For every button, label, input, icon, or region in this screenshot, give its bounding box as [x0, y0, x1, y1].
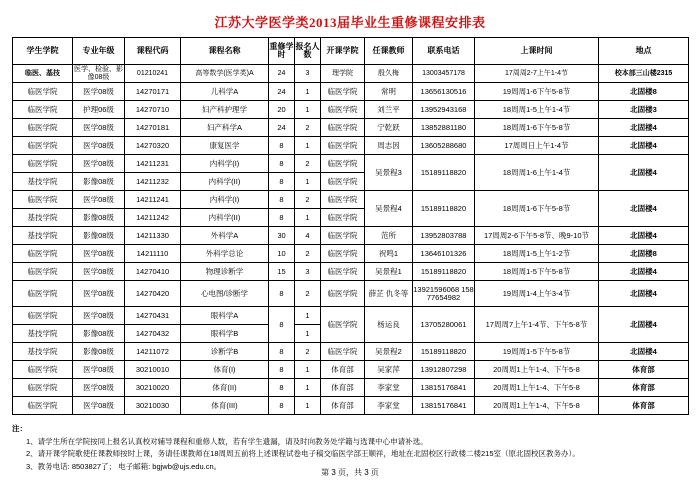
cell-venue: 体育部 — [599, 379, 689, 397]
cell-time: 18周周1-5上午1-2节 — [475, 245, 599, 263]
cell-course: 体育(I) — [181, 361, 269, 379]
cell-hours: 8 — [269, 137, 295, 155]
cell-phone: 13656130516 — [413, 83, 475, 101]
cell-course: 儿科学A — [181, 83, 269, 101]
cell-college: 临医学院 — [13, 281, 73, 307]
cell-teacher: 李家堂 — [365, 379, 413, 397]
cell-college: 临医学院 — [13, 307, 73, 325]
cell-phone: 15189118820 — [413, 263, 475, 281]
cell-count: 2 — [295, 119, 321, 137]
cell-teacher: 吴景程2 — [365, 343, 413, 361]
cell-college: 临医学院 — [13, 119, 73, 137]
cell-code: 14270420 — [125, 281, 181, 307]
cell-college: 临医学院 — [13, 191, 73, 209]
cell-major: 医学08级 — [73, 281, 125, 307]
cell-time: 18周周1-6下午5-8节 — [475, 119, 599, 137]
cell-course: 体育(III) — [181, 397, 269, 415]
cell-count: 2 — [295, 245, 321, 263]
cell-code: 14211231 — [125, 155, 181, 173]
cell-college: 临医、基技 — [13, 65, 73, 83]
cell-venue: 北固楼4 — [599, 137, 689, 155]
cell-phone: 13705280061 — [413, 307, 475, 343]
table-row — [13, 379, 689, 397]
cell-major: 护理06级 — [73, 101, 125, 119]
cell-course: 心电图/诊断学 — [181, 281, 269, 307]
cell-teacher: 常明 — [365, 83, 413, 101]
cell-course: 妇产科学A — [181, 119, 269, 137]
cell-time: 20周周1上午1-4、下午5-8 — [475, 397, 599, 415]
cell-offering-college: 临医学院 — [321, 307, 365, 343]
cell-major: 医学08级 — [73, 245, 125, 263]
cell-count: 4 — [295, 227, 321, 245]
table-row — [13, 155, 689, 173]
notes-title: 注： — [12, 424, 27, 433]
cell-count: 3 — [295, 65, 321, 83]
cell-venue: 北固楼4 — [599, 227, 689, 245]
column-header-offering-college: 开课学院 — [321, 38, 365, 65]
cell-code: 14270432 — [125, 325, 181, 343]
table-row — [13, 83, 689, 101]
cell-count: 1 — [295, 307, 321, 325]
cell-code: 14270320 — [125, 137, 181, 155]
column-header-hours: 重修学时 — [269, 38, 295, 65]
cell-time: 17周周2-7上午1-4节 — [475, 65, 599, 83]
cell-time: 20周周1上午1-4、下午5-8 — [475, 361, 599, 379]
cell-teacher: 祝鸣1 — [365, 245, 413, 263]
cell-venue: 体育部 — [599, 397, 689, 415]
cell-count: 1 — [295, 209, 321, 227]
cell-teacher: 李家堂 — [365, 397, 413, 415]
cell-course: 妇产科护理学 — [181, 101, 269, 119]
cell-code: 14211241 — [125, 191, 181, 209]
cell-course: 康复医学 — [181, 137, 269, 155]
cell-course: 眼科学A — [181, 307, 269, 325]
cell-teacher: 周志因 — [365, 137, 413, 155]
cell-major: 医学08级 — [73, 83, 125, 101]
cell-teacher: 吴景程4 — [365, 191, 413, 227]
cell-offering-college: 临医学院 — [321, 245, 365, 263]
table-row — [13, 307, 689, 325]
cell-phone: 13003457178 — [413, 65, 475, 83]
cell-college: 临医学院 — [13, 155, 73, 173]
cell-phone: 13646101326 — [413, 245, 475, 263]
cell-venue: 北固楼4 — [599, 343, 689, 361]
cell-venue: 校本部三山楼2315 — [599, 65, 689, 83]
cell-college: 临医学院 — [13, 83, 73, 101]
cell-hours: 30 — [269, 227, 295, 245]
cell-phone: 13815176841 — [413, 379, 475, 397]
table-row — [13, 119, 689, 137]
cell-course: 眼科学B — [181, 325, 269, 343]
cell-count: 2 — [295, 281, 321, 307]
cell-time: 17周周2-6下午5-8节、晚9-10节 — [475, 227, 599, 245]
cell-code: 14270710 — [125, 101, 181, 119]
cell-major: 医学08级 — [73, 155, 125, 173]
cell-hours: 15 — [269, 263, 295, 281]
note-item: 3、教务电话: 8503827了； 电子邮箱: bgjwb@ujs.edu.cn。 — [26, 461, 222, 471]
cell-offering-college: 理学院 — [321, 65, 365, 83]
cell-phone: 13921596068 15877654982 — [413, 281, 475, 307]
table-header — [13, 38, 689, 65]
cell-time: 19周周1-5下午5-8节 — [475, 343, 599, 361]
cell-course: 内科学(I) — [181, 191, 269, 209]
cell-time: 18周周1-5下午5-8节 — [475, 263, 599, 281]
cell-teacher: 吴家萍 — [365, 361, 413, 379]
cell-venue: 北固楼4 — [599, 155, 689, 191]
cell-count: 1 — [295, 137, 321, 155]
cell-count: 1 — [295, 173, 321, 191]
cell-code: 14211330 — [125, 227, 181, 245]
cell-major: 医学08级 — [73, 379, 125, 397]
cell-code: 30210020 — [125, 379, 181, 397]
cell-count: 1 — [295, 325, 321, 343]
cell-offering-college: 临医学院 — [321, 227, 365, 245]
cell-teacher: 杨运良 — [365, 307, 413, 343]
cell-time: 18周周1-6上午1-4节 — [475, 155, 599, 191]
cell-hours: 8 — [269, 343, 295, 361]
cell-time: 17周周7上午1-4节、下午5-8节 — [475, 307, 599, 343]
cell-course: 内科学(II) — [181, 173, 269, 191]
cell-teacher: 刘兰平 — [365, 101, 413, 119]
cell-phone: 15189118820 — [413, 155, 475, 191]
cell-hours: 8 — [269, 281, 295, 307]
cell-code: 14270410 — [125, 263, 181, 281]
cell-code: 14270181 — [125, 119, 181, 137]
cell-college: 基技学院 — [13, 209, 73, 227]
cell-count: 2 — [295, 191, 321, 209]
notes-section — [12, 423, 688, 473]
cell-course: 内科学(I) — [181, 155, 269, 173]
cell-time: 19周周1-6下午5-8节 — [475, 83, 599, 101]
cell-major: 影像08级 — [73, 227, 125, 245]
cell-offering-college: 临医学院 — [321, 191, 365, 209]
cell-venue: 北固楼4 — [599, 263, 689, 281]
cell-count: 1 — [295, 101, 321, 119]
cell-offering-college: 临医学院 — [321, 281, 365, 307]
cell-offering-college: 临医学院 — [321, 173, 365, 191]
cell-course: 外科学A — [181, 227, 269, 245]
cell-major: 影像08级 — [73, 173, 125, 191]
cell-major: 医学、检验、影像08级 — [74, 66, 123, 81]
cell-venue: 北固楼4 — [599, 307, 689, 343]
cell-code: 14270431 — [125, 307, 181, 325]
column-header-college: 学生学院 — [13, 38, 73, 65]
cell-college: 基技学院 — [13, 325, 73, 343]
cell-teacher: 范所 — [365, 227, 413, 245]
cell-code: 14211242 — [125, 209, 181, 227]
cell-time: 17周周日上午1-4节 — [475, 137, 599, 155]
table-row — [13, 191, 689, 209]
cell-code: 14270171 — [125, 83, 181, 101]
cell-hours: 8 — [269, 209, 295, 227]
table-row — [13, 245, 689, 263]
cell-college: 临医学院 — [13, 263, 73, 281]
cell-phone: 13852881180 — [413, 119, 475, 137]
cell-venue: 北固楼4 — [599, 119, 689, 137]
cell-college: 基技学院 — [13, 227, 73, 245]
table-row — [13, 281, 689, 307]
table-row — [13, 137, 689, 155]
cell-hours: 8 — [269, 307, 295, 343]
column-header-venue: 地点 — [599, 38, 689, 65]
cell-major: 医学08级 — [73, 119, 125, 137]
cell-hours: 8 — [269, 191, 295, 209]
cell-count: 3 — [295, 263, 321, 281]
cell-major: 医学08级 — [73, 263, 125, 281]
cell-course: 内科学(II) — [181, 209, 269, 227]
note-item: 2、请开课学院歌使任课教师按时上课，务请任课教师在18周周五前将上述课程试卷电子稿交临医学部王顺祥，地址在北固校区行政楼二楼215室（原北固校区教务办）。 — [26, 449, 580, 459]
column-header-teacher: 任课教师 — [365, 38, 413, 65]
cell-count: 1 — [295, 361, 321, 379]
column-header-time: 上课时间 — [475, 38, 599, 65]
cell-major: 影像08级 — [73, 209, 125, 227]
page-footer: 第 3 页，共 3 页 — [321, 468, 379, 477]
cell-code: 30210030 — [125, 397, 181, 415]
cell-offering-college: 临医学院 — [321, 137, 365, 155]
table-row — [13, 227, 689, 245]
cell-teacher: 吴景程1 — [365, 263, 413, 281]
cell-course: 外科学总论 — [181, 245, 269, 263]
cell-hours: 24 — [269, 119, 295, 137]
cell-time: 20周周1上午1-4、下午5-8 — [475, 379, 599, 397]
column-header-code: 课程代码 — [125, 38, 181, 65]
cell-venue: 体育部 — [599, 361, 689, 379]
column-header-phone: 联系电话 — [413, 38, 475, 65]
cell-course: 物理诊断学 — [181, 263, 269, 281]
cell-major: 医学08级 — [73, 307, 125, 325]
cell-college: 基技学院 — [13, 173, 73, 191]
cell-phone: 13952803788 — [413, 227, 475, 245]
cell-course: 高等数学(医学类)A — [181, 65, 269, 83]
cell-hours: 24 — [269, 65, 295, 83]
cell-code: 14211072 — [125, 343, 181, 361]
table-row — [13, 361, 689, 379]
cell-teacher: 薛芷 仇冬等 — [365, 281, 413, 307]
cell-code: 30210010 — [125, 361, 181, 379]
cell-time: 18周周1-6下午5-8节 — [475, 191, 599, 227]
schedule-table — [12, 37, 689, 415]
cell-major: 影像08级 — [73, 343, 125, 361]
table-header-row — [13, 38, 689, 65]
cell-venue: 北固楼4 — [599, 191, 689, 227]
cell-course: 诊断学B — [181, 343, 269, 361]
note-item: 1、请学生所在学院按同上报名认真校对辅导课程和重修人数，若有学生遗漏，请及时向教务处学籍与选课中心申请补选。 — [26, 436, 428, 446]
cell-offering-college: 临医学院 — [321, 101, 365, 119]
cell-count: 1 — [295, 83, 321, 101]
cell-phone: 15189118820 — [413, 191, 475, 227]
cell-venue: 北固楼4 — [599, 281, 689, 307]
cell-venue: 北固楼8 — [599, 245, 689, 263]
cell-college: 基技学院 — [13, 343, 73, 361]
column-header-course: 课程名称 — [181, 38, 269, 65]
cell-code: 01210241 — [125, 65, 181, 83]
cell-phone: 13912807298 — [413, 361, 475, 379]
table-row — [13, 263, 689, 281]
cell-teacher: 殷久梅 — [365, 65, 413, 83]
cell-venue: 北固楼8 — [599, 83, 689, 101]
cell-time: 19周周1-4上午3-4节 — [475, 281, 599, 307]
cell-offering-college: 临医学院 — [321, 83, 365, 101]
cell-offering-college: 临医学院 — [321, 209, 365, 227]
cell-count: 2 — [295, 343, 321, 361]
cell-major: 影像08级 — [73, 325, 125, 343]
cell-major: 医学08级 — [73, 397, 125, 415]
cell-major: 医学08级 — [73, 137, 125, 155]
cell-hours: 8 — [269, 379, 295, 397]
cell-code: 14211232 — [125, 173, 181, 191]
cell-count: 2 — [295, 155, 321, 173]
cell-phone: 13605288680 — [413, 137, 475, 155]
cell-college: 临医学院 — [13, 101, 73, 119]
cell-hours: 20 — [269, 101, 295, 119]
column-header-major: 专业年级 — [73, 38, 125, 65]
cell-offering-college: 临医学院 — [321, 343, 365, 361]
table-row — [13, 343, 689, 361]
cell-hours: 24 — [269, 83, 295, 101]
cell-count: 1 — [295, 379, 321, 397]
cell-venue: 北固楼3 — [599, 101, 689, 119]
cell-time: 18周周1-5上午1-4节 — [475, 101, 599, 119]
cell-hours: 8 — [269, 173, 295, 191]
cell-code: 14211110 — [125, 245, 181, 263]
cell-course: 体育(II) — [181, 379, 269, 397]
column-header-count: 报名人数 — [295, 38, 321, 65]
table-row — [13, 101, 689, 119]
table-body — [13, 65, 689, 415]
cell-phone: 13952943168 — [413, 101, 475, 119]
cell-offering-college: 体育部 — [321, 379, 365, 397]
cell-offering-college: 临医学院 — [321, 263, 365, 281]
cell-offering-college: 临医学院 — [321, 119, 365, 137]
cell-offering-college: 体育部 — [321, 361, 365, 379]
cell-hours: 8 — [269, 397, 295, 415]
table-row — [13, 397, 689, 415]
cell-college: 临医学院 — [13, 361, 73, 379]
cell-phone: 13815176841 — [413, 397, 475, 415]
cell-offering-college: 临医学院 — [321, 155, 365, 173]
cell-college: 临医学院 — [13, 397, 73, 415]
table-row — [13, 65, 689, 83]
cell-major: 医学08级 — [73, 191, 125, 209]
cell-offering-college: 体育部 — [321, 397, 365, 415]
cell-teacher: 宁乾跃 — [365, 119, 413, 137]
cell-college: 临医学院 — [13, 137, 73, 155]
cell-hours: 8 — [269, 155, 295, 173]
cell-major: 医学08级 — [73, 361, 125, 379]
cell-hours: 8 — [269, 361, 295, 379]
cell-college: 临医学院 — [13, 379, 73, 397]
cell-teacher: 吴景程3 — [365, 155, 413, 191]
cell-phone: 15189118820 — [413, 343, 475, 361]
cell-count: 1 — [295, 397, 321, 415]
page-title: 江苏大学医学类2013届毕业生重修课程安排表 — [214, 15, 486, 30]
cell-college: 临医学院 — [13, 245, 73, 263]
cell-hours: 10 — [269, 245, 295, 263]
